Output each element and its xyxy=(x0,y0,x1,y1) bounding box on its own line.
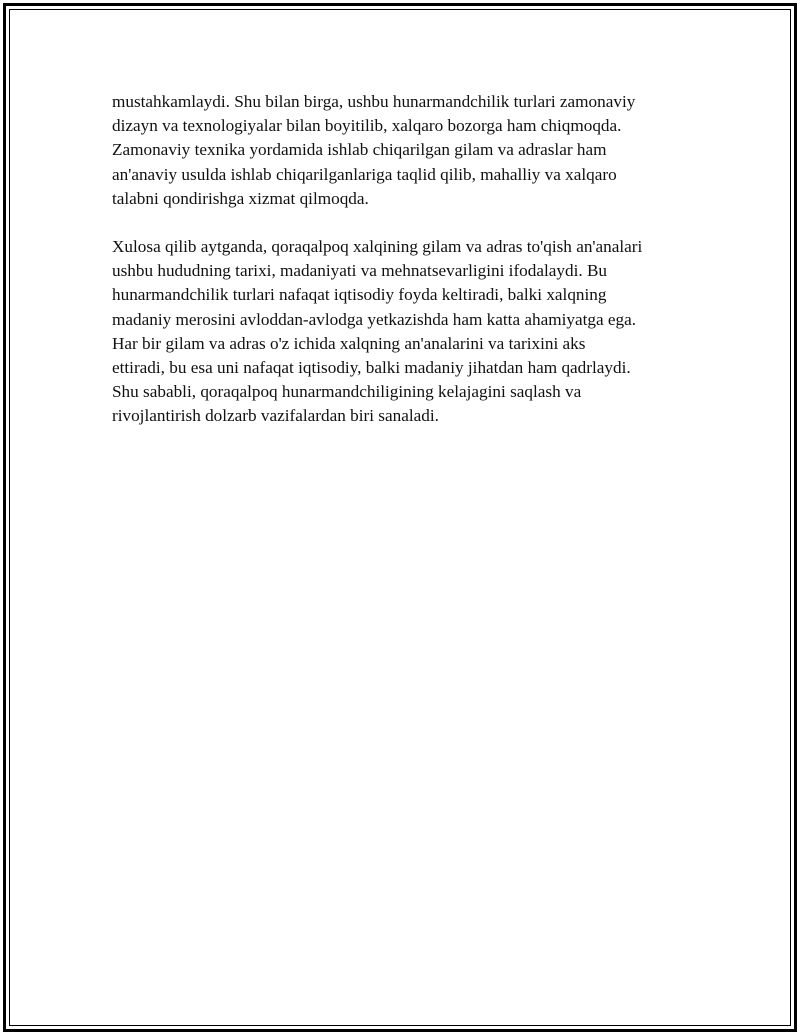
paragraph-2 xyxy=(112,235,712,429)
paragraph-line: madaniy merosini avloddan-avlodga yetkazishda ham katta ahamiyatga ega. xyxy=(112,309,637,329)
paragraph-line: Xulosa qilib aytganda, qoraqalpoq xalqining gilam va adras to'qish an'analari xyxy=(112,237,643,257)
paragraph-line: Har bir gilam va adras o'z ichida xalqning an'analarini va tarixini aks xyxy=(112,333,586,353)
paragraph-line: dizayn va texnologiyalar bilan boyitilib, xalqaro bozorga ham chiqmoqda. xyxy=(112,116,622,136)
paragraph-line: an'anaviy usulda ishlab chiqarilganlariga taqlid qilib, mahalliy va xalqaro xyxy=(112,164,617,184)
paragraph-line: rivojlantirish dolzarb vazifalardan biri sanaladi. xyxy=(112,406,439,426)
paragraph-line: Zamonaviy texnika yordamida ishlab chiqarilgan gilam va adraslar ham xyxy=(112,140,607,160)
document-body xyxy=(112,90,712,429)
paragraph-line: ettiradi, bu esa uni nafaqat iqtisodiy, balki madaniy jihatdan ham qadrlaydi. xyxy=(112,358,631,378)
paragraph-line: talabni qondirishga xizmat qilmoqda. xyxy=(112,188,369,208)
paragraph-1 xyxy=(112,90,712,211)
paragraph-line: ushbu hududning tarixi, madaniyati va mehnatsevarligini ifodalaydi. Bu xyxy=(112,261,607,281)
paragraph-line: Shu sababli, qoraqalpoq hunarmandchiligining kelajagini saqlash va xyxy=(112,382,582,402)
paragraph-line: hunarmandchilik turlari nafaqat iqtisodiy foyda keltiradi, balki xalqning xyxy=(112,285,607,305)
paragraph-line: mustahkamlaydi. Shu bilan birga, ushbu hunarmandchilik turlari zamonaviy xyxy=(112,92,636,111)
